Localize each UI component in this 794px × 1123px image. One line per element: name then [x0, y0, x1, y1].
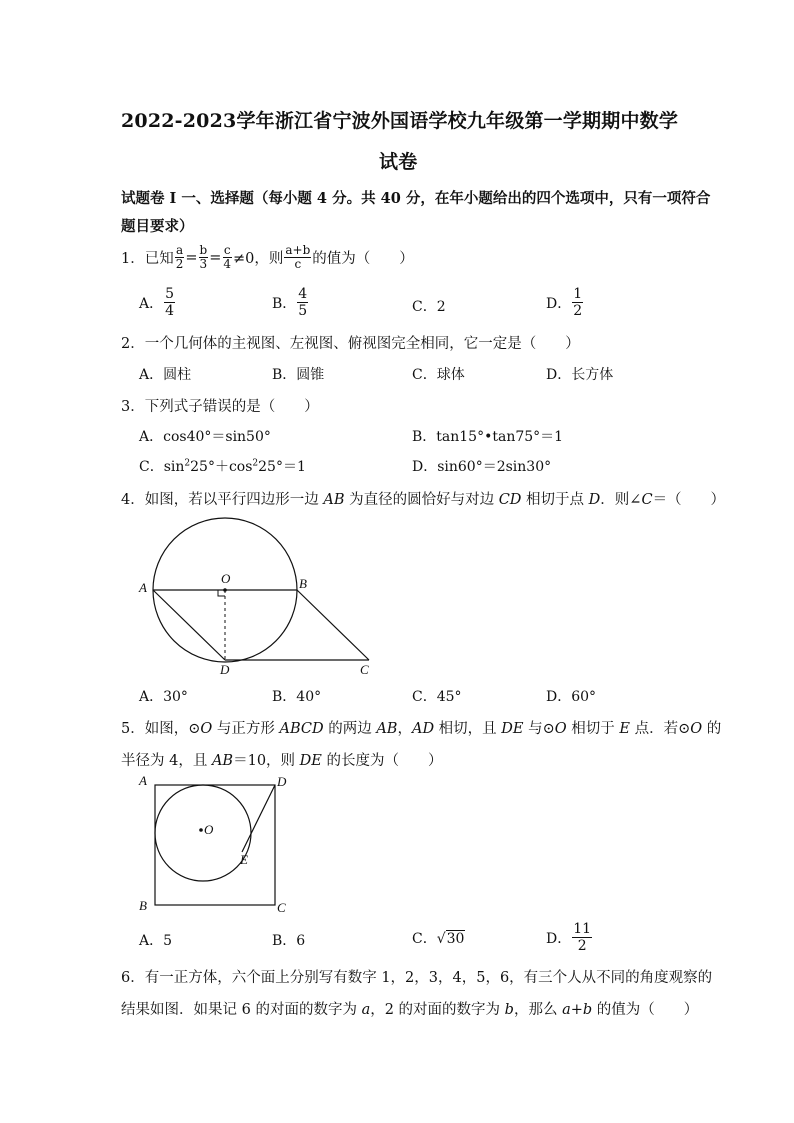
q2-option-c[interactable]: C．球体: [412, 367, 465, 383]
q1-fraction-target: $\frac{a+b}{c}$: [285, 243, 311, 271]
sqrt-symbol: √: [436, 931, 446, 947]
question-3-stem: 3．下列式子错误的是（ ）: [121, 399, 319, 415]
q1-option-b[interactable]: B． $\frac{4}{5}$: [272, 286, 308, 319]
q5-circle: [155, 785, 251, 881]
question-5-stem-line1: 5．如图，⊙O 与正方形 ABCD 的两边 AB，AD 相切，且 DE 与⊙O 相切于 E 点．若⊙O 的: [121, 721, 722, 737]
q4-option-d[interactable]: D．60°: [546, 689, 597, 705]
q5-figure-square-circle: [134, 772, 294, 920]
q4-option-b[interactable]: B．40°: [272, 689, 322, 705]
q4-label-b: B: [299, 576, 307, 591]
q5-label-a: A: [139, 773, 147, 788]
question-6-stem-line1: 6．有一正方体，六个面上分别写有数字 1，2，3，4，5，6，有三个人从不同的角度观察的: [121, 970, 713, 986]
q4-segment-ad: [153, 590, 225, 660]
q5-tangent-de: [242, 785, 275, 852]
q5-option-c[interactable]: C．√30: [412, 931, 465, 947]
q5-option-d[interactable]: D． $\frac{11}{2}$: [546, 921, 592, 954]
q4-option-c[interactable]: C．45°: [412, 689, 462, 705]
q5-label-d: D: [277, 774, 287, 789]
q5-center-dot: [199, 828, 203, 832]
page-title-line1: 2022-2023学年浙江省宁波外国语学校九年级第一学期期中数学: [121, 110, 679, 132]
q5-label-c: C: [277, 900, 286, 915]
q4-label-a: A: [139, 580, 147, 595]
q4-option-a[interactable]: A．30°: [139, 689, 188, 705]
question-5-stem-line2: 半径为 4，且 AB＝10，则 DE 的长度为（ ）: [121, 753, 443, 769]
q5-square: [155, 785, 275, 905]
q3-option-d[interactable]: D．sin60°＝2sin30°: [412, 459, 552, 475]
q5-label-e: E: [240, 852, 248, 867]
q3-option-c[interactable]: C．$\sin^225^\circ+\cos^225^\circ=1$: [139, 458, 306, 475]
q3-option-b[interactable]: B．tan15°•tan75°＝1: [412, 429, 564, 445]
q1-fraction-a-2: $\frac{a}{2}$: [175, 243, 184, 271]
q4-figure-circle-parallelogram: [130, 510, 380, 682]
q2-option-b[interactable]: B．圆锥: [272, 367, 325, 383]
q4-label-c: C: [360, 662, 369, 677]
question-6-stem-line2: 结果如图．如果记 6 的对面的数字为 a，2 的对面的数字为 b，那么 a+b 的值为（ ）: [121, 1002, 699, 1018]
page-title-line2: 试卷: [379, 151, 418, 173]
q5-option-b[interactable]: B．6: [272, 933, 306, 949]
q5-option-a[interactable]: A．5: [139, 933, 173, 949]
q1-fraction-b-3: $\frac{b}{3}$: [199, 243, 208, 271]
question-1-stem: 1．已知 $\frac{a}{2}$ = $\frac{b}{3}$ = $\frac{c}{4}$ ≠0，则 $\frac{a+b}{c}$ 的值为（ ）: [121, 243, 414, 271]
q5-label-b: B: [139, 898, 147, 913]
q1-option-d[interactable]: D． $\frac{1}{2}$: [546, 286, 583, 319]
q2-option-a[interactable]: A．圆柱: [139, 367, 192, 383]
q1-option-a[interactable]: A． $\frac{5}{4}$: [139, 286, 175, 319]
q1-prefix: 1．已知: [121, 251, 174, 267]
q3-option-a[interactable]: A．cos40°＝sin50°: [139, 429, 271, 445]
q4-label-d: D: [220, 662, 230, 677]
q4-segment-bc: [297, 590, 369, 660]
q1-fraction-c-4: $\frac{c}{4}$: [223, 243, 232, 271]
question-2-stem: 2．一个几何体的主视图、左视图、俯视图完全相同，它一定是（ ）: [121, 336, 580, 352]
section-header-line2: 题目要求）: [121, 218, 194, 235]
q1-option-c[interactable]: C．2: [412, 299, 446, 315]
q5-label-o: O: [204, 822, 214, 837]
q2-option-d[interactable]: D．长方体: [546, 367, 614, 383]
q4-label-o: O: [221, 571, 231, 586]
section-header-line1: 试题卷 I 一、选择题（每小题 4 分。共 40 分，在年小题给出的四个选项中，只有一项符合: [121, 190, 711, 207]
q4-center-dot: [223, 588, 227, 592]
question-4-stem: 4．如图，若以平行四边形一边 AB 为直径的圆恰好与对边 CD 相切于点 D．则∠C＝（ ）: [121, 492, 726, 508]
